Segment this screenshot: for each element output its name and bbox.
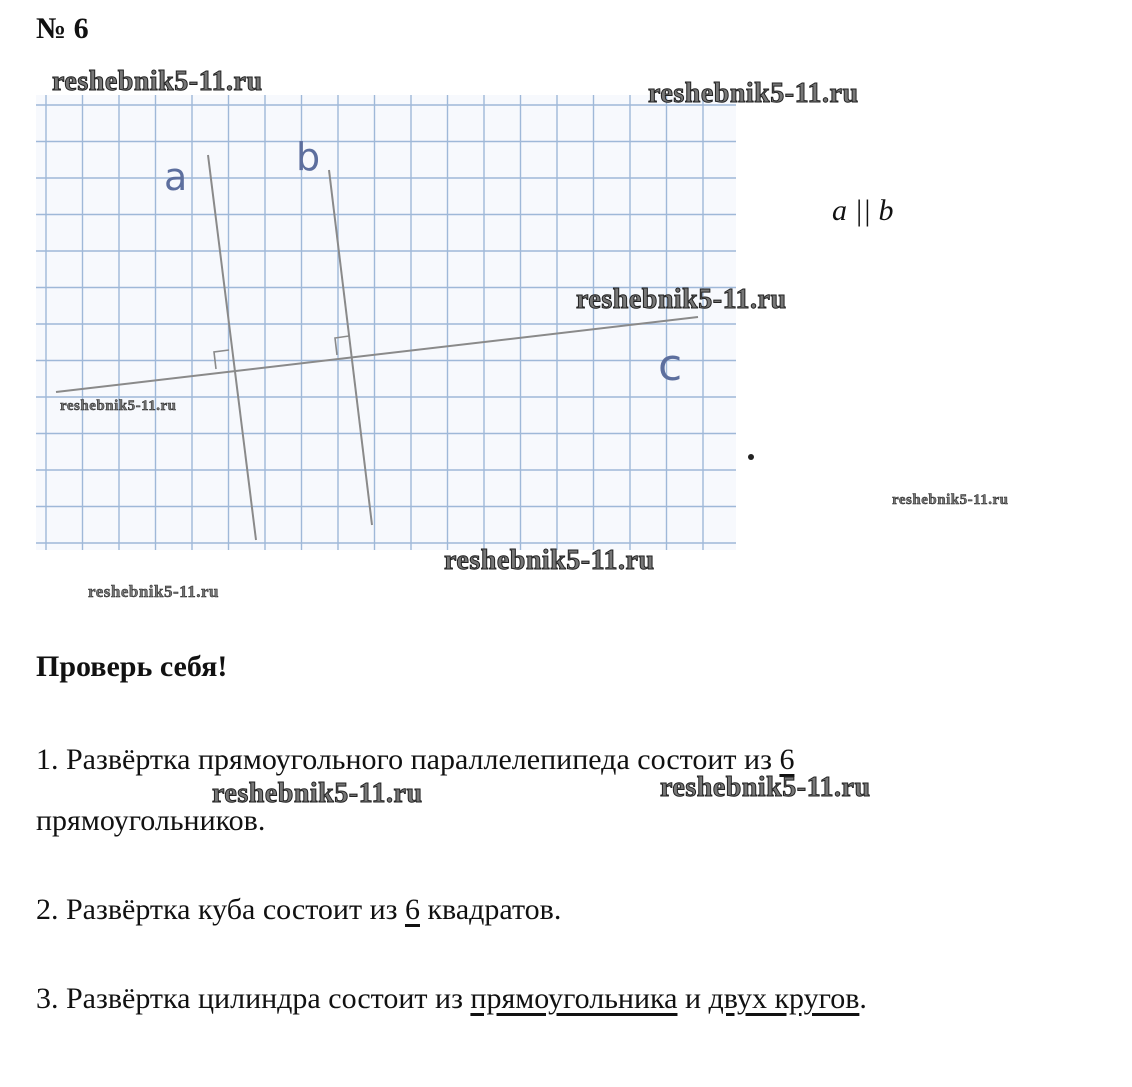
grid-background [36, 95, 736, 550]
question-3 [36, 979, 867, 1018]
dot-mark [748, 454, 754, 460]
question-3-answer-1: прямоугольника [470, 982, 678, 1015]
question-2-text: 2. Развёртка куба состоит из [36, 893, 405, 926]
question-2-answer: 6 [404, 893, 420, 926]
check-heading: Проверь себя! [36, 650, 228, 683]
question-2 [36, 890, 561, 929]
question-3-end: . [859, 982, 867, 1015]
watermark: reshebnik5-11.ru [660, 772, 871, 803]
question-1-text: 1. Развёртка прямоугольного параллелепипеда состоит из [36, 743, 780, 776]
watermark: reshebnik5-11.ru [648, 78, 859, 109]
question-3-answer-2: двух кругов [708, 982, 860, 1015]
watermark: reshebnik5-11.ru [576, 284, 787, 315]
question-3-text: 3. Развёртка цилиндра состоит из [36, 982, 471, 1015]
watermark: reshebnik5-11.ru [88, 582, 219, 601]
watermark: reshebnik5-11.ru [892, 492, 1009, 508]
question-3-middle: и [677, 982, 709, 1015]
question-2-end: квадратов. [419, 893, 562, 926]
watermark: reshebnik5-11.ru [60, 398, 177, 414]
task-number: № 6 [36, 12, 89, 45]
watermark: reshebnik5-11.ru [52, 66, 263, 97]
parallel-note: a || b [832, 194, 894, 227]
watermark: reshebnik5-11.ru [444, 545, 655, 576]
grid-figure [36, 95, 736, 550]
label-a: a [164, 155, 188, 199]
label-c: c [658, 340, 683, 391]
watermark: reshebnik5-11.ru [212, 778, 423, 809]
question-1-answer: 6 [779, 743, 795, 776]
label-b: b [296, 135, 321, 179]
question-1-continuation: прямоугольников. [36, 804, 266, 837]
